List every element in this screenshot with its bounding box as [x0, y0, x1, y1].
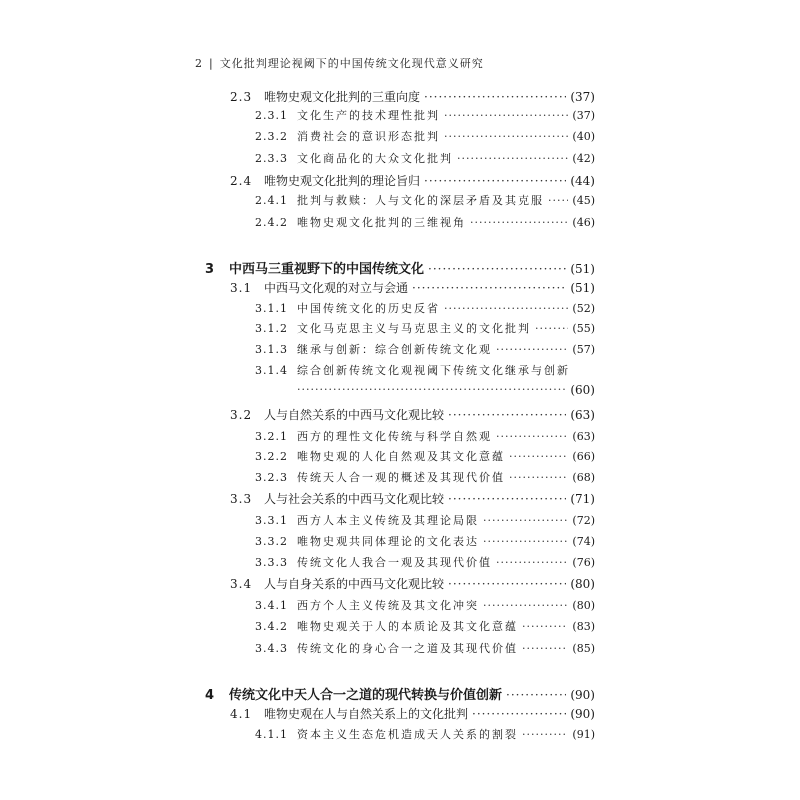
- toc-page-number: (44): [570, 174, 595, 188]
- toc-title: 西方人本主义传统及其理论局限: [297, 514, 479, 527]
- toc-title: 传统文化的身心合一之道及其现代价值: [297, 642, 518, 655]
- toc-subsection: [255, 597, 595, 613]
- toc-title: 唯物史观关于人的本质论及其文化意蕴: [297, 620, 518, 633]
- toc-page-number: (51): [570, 262, 595, 276]
- toc-leader-dots: [522, 728, 568, 741]
- toc-page-number: (74): [572, 535, 595, 548]
- toc-number: 4.1: [230, 707, 253, 721]
- toc-subsection: [255, 300, 595, 316]
- toc-page-number: (80): [572, 599, 595, 612]
- toc-page-number: (42): [572, 152, 595, 165]
- toc-section: [230, 279, 595, 296]
- toc-number: 3.4.3: [255, 642, 288, 655]
- toc-number: 3: [205, 262, 215, 277]
- toc-leader-dots: [496, 556, 568, 569]
- toc-subsection: [255, 640, 595, 656]
- toc-leader-dots: [506, 688, 566, 702]
- toc-leader-dots: [444, 130, 568, 143]
- toc-section: [230, 172, 595, 189]
- toc-page-number: (45): [572, 194, 595, 207]
- toc-page-number: (37): [570, 90, 595, 104]
- toc-section: [230, 490, 595, 507]
- toc-leader-dots: [448, 577, 566, 591]
- toc-number: 2.4: [230, 174, 253, 188]
- toc-leader-dots: [483, 599, 568, 612]
- toc-subsection: [255, 107, 595, 123]
- toc-subsection: [255, 554, 595, 570]
- toc-title: 综合创新传统文化观视阈下传统文化继承与创新: [297, 364, 570, 377]
- toc-number: 3.4: [230, 577, 253, 591]
- toc-title: 西方的理性文化传统与科学自然观: [297, 430, 492, 443]
- toc-number: 2.3: [230, 90, 253, 104]
- toc-page-number: (91): [572, 728, 595, 741]
- toc-leader-dots: [548, 194, 568, 207]
- toc-page-number: (66): [572, 450, 595, 463]
- toc-subsection: [255, 192, 595, 208]
- toc-continuation-line: [297, 383, 595, 397]
- toc-page-number: (37): [572, 109, 595, 122]
- toc-title: 文化马克思主义与马克思主义的文化批判: [297, 322, 531, 335]
- toc-leader-dots: [522, 620, 568, 633]
- toc-leader-dots: [483, 535, 568, 548]
- toc-page-number: (76): [572, 556, 595, 569]
- toc-title: 唯物史观文化批判的三维视角: [297, 216, 466, 229]
- toc-leader-dots: [412, 281, 566, 295]
- toc-number: 2.3.1: [255, 109, 288, 122]
- toc-chapter: [205, 684, 595, 703]
- toc-leader-dots: [496, 343, 568, 356]
- toc-number: 3.2.1: [255, 430, 288, 443]
- toc-leader-dots: [522, 642, 568, 655]
- toc-section: [230, 406, 595, 423]
- toc-title: 批判与救赎：人与文化的深层矛盾及其克服: [297, 194, 544, 207]
- toc-subsection: [255, 428, 595, 444]
- toc-number: 2.3.3: [255, 152, 288, 165]
- toc-leader-dots: [428, 262, 566, 276]
- toc-title: 唯物史观文化批判的三重向度: [264, 90, 421, 104]
- toc-number: 3.3.1: [255, 514, 288, 527]
- toc-number: 4.1.1: [255, 728, 288, 741]
- toc-title: 文化生产的技术理性批判: [297, 109, 440, 122]
- toc-number: 3.1: [230, 281, 253, 295]
- toc-page-number: (83): [572, 620, 595, 633]
- toc-subsection: [255, 512, 595, 528]
- toc-subsection: [255, 150, 595, 166]
- toc-leader-dots: [424, 90, 566, 104]
- toc-number: 3.3.3: [255, 556, 288, 569]
- toc-number: 2.3.2: [255, 130, 288, 143]
- toc-number: 2.4.2: [255, 216, 288, 229]
- toc-page-number: (85): [572, 642, 595, 655]
- toc-page-number: (46): [572, 216, 595, 229]
- toc-chapter: [205, 258, 595, 277]
- toc-leader-dots: [483, 514, 568, 527]
- toc-subsection: [255, 320, 595, 336]
- toc-title: 资本主义生态危机造成天人关系的割裂: [297, 728, 518, 741]
- toc-number: 3.4.1: [255, 599, 288, 612]
- toc-number: 3.4.2: [255, 620, 288, 633]
- toc-number: 3.1.4: [255, 364, 288, 377]
- toc-number: 3.2.2: [255, 450, 288, 463]
- toc-title: 人与自身关系的中西马文化观比较: [264, 577, 445, 591]
- toc-number: 3.1.3: [255, 343, 288, 356]
- toc-leader-dots: [470, 216, 568, 229]
- toc-subsection: [255, 341, 595, 357]
- toc-page-number: (90): [570, 688, 595, 702]
- toc-title: 继承与创新：综合创新传统文化观: [297, 343, 492, 356]
- toc-subsection: [255, 448, 595, 464]
- toc-number: 3.1.2: [255, 322, 288, 335]
- toc-number: 2.4.1: [255, 194, 288, 207]
- toc-subsection: [255, 214, 595, 230]
- toc-title: 文化商品化的大众文化批判: [297, 152, 453, 165]
- toc-leader-dots: [496, 430, 568, 443]
- toc-number: 4: [205, 688, 215, 703]
- toc-page-number: (80): [570, 577, 595, 591]
- toc-leader-dots: [297, 383, 566, 397]
- toc-subsection: [255, 469, 595, 485]
- toc-leader-dots: [509, 450, 568, 463]
- header-separator: |: [209, 57, 214, 70]
- toc-subsection: [255, 618, 595, 634]
- header-book-title: 文化批判理论视阈下的中国传统文化现代意义研究: [219, 57, 484, 70]
- toc-subsection: [255, 128, 595, 144]
- toc-title: 唯物史观在人与自然关系上的文化批判: [264, 707, 469, 721]
- running-header: [195, 55, 484, 71]
- toc-page-number: (55): [572, 322, 595, 335]
- toc-page-number: (63): [572, 430, 595, 443]
- toc-subsection: [255, 533, 595, 549]
- toc-title: 传统文化中天人合一之道的现代转换与价值创新: [229, 688, 503, 703]
- toc-leader-dots: [535, 322, 568, 335]
- toc-title: 中西马文化观的对立与会通: [264, 281, 409, 295]
- toc-section: [230, 705, 595, 722]
- toc-title: 唯物史观的人化自然观及其文化意蕴: [297, 450, 505, 463]
- toc-leader-dots: [457, 152, 568, 165]
- toc-page-number: (52): [572, 302, 595, 315]
- toc-page-number: (63): [570, 408, 595, 422]
- toc-page-number: (40): [572, 130, 595, 143]
- toc-leader-dots: [448, 492, 566, 506]
- toc-leader-dots: [444, 302, 568, 315]
- toc-leader-dots: [448, 408, 566, 422]
- toc-title: 传统文化人我合一观及其现代价值: [297, 556, 492, 569]
- toc-page-number: (51): [570, 281, 595, 295]
- toc-leader-dots: [424, 174, 566, 188]
- toc-leader-dots: [444, 109, 568, 122]
- toc-section: [230, 88, 595, 105]
- toc-title: 人与社会关系的中西马文化观比较: [264, 492, 445, 506]
- toc-page-number: (71): [570, 492, 595, 506]
- toc-number: 3.1.1: [255, 302, 288, 315]
- toc-section: [230, 575, 595, 592]
- toc-title: 唯物史观共同体理论的文化表达: [297, 535, 479, 548]
- toc-title: 唯物史观文化批判的理论旨归: [264, 174, 421, 188]
- toc-number: 3.3: [230, 492, 253, 506]
- toc-subsection: [255, 362, 595, 378]
- toc-number: 3.3.2: [255, 535, 288, 548]
- toc-leader-dots: [472, 707, 566, 721]
- header-page-number: 2: [195, 57, 203, 70]
- toc-page-number: (72): [572, 514, 595, 527]
- toc-page-number: (57): [572, 343, 595, 356]
- toc-leader-dots: [509, 471, 568, 484]
- toc-title: 中西马三重视野下的中国传统文化: [229, 262, 425, 277]
- toc-title: 传统天人合一观的概述及其现代价值: [297, 471, 505, 484]
- toc-number: 3.2: [230, 408, 253, 422]
- toc-title: 西方个人主义传统及其文化冲突: [297, 599, 479, 612]
- toc-title: 人与自然关系的中西马文化观比较: [264, 408, 445, 422]
- toc-subsection: [255, 726, 595, 742]
- toc-page-number: (60): [570, 383, 595, 397]
- toc-title: 消费社会的意识形态批判: [297, 130, 440, 143]
- toc-page-number: (90): [570, 707, 595, 721]
- toc-number: 3.2.3: [255, 471, 288, 484]
- toc-title: 中国传统文化的历史反省: [297, 302, 440, 315]
- toc-page-number: (68): [572, 471, 595, 484]
